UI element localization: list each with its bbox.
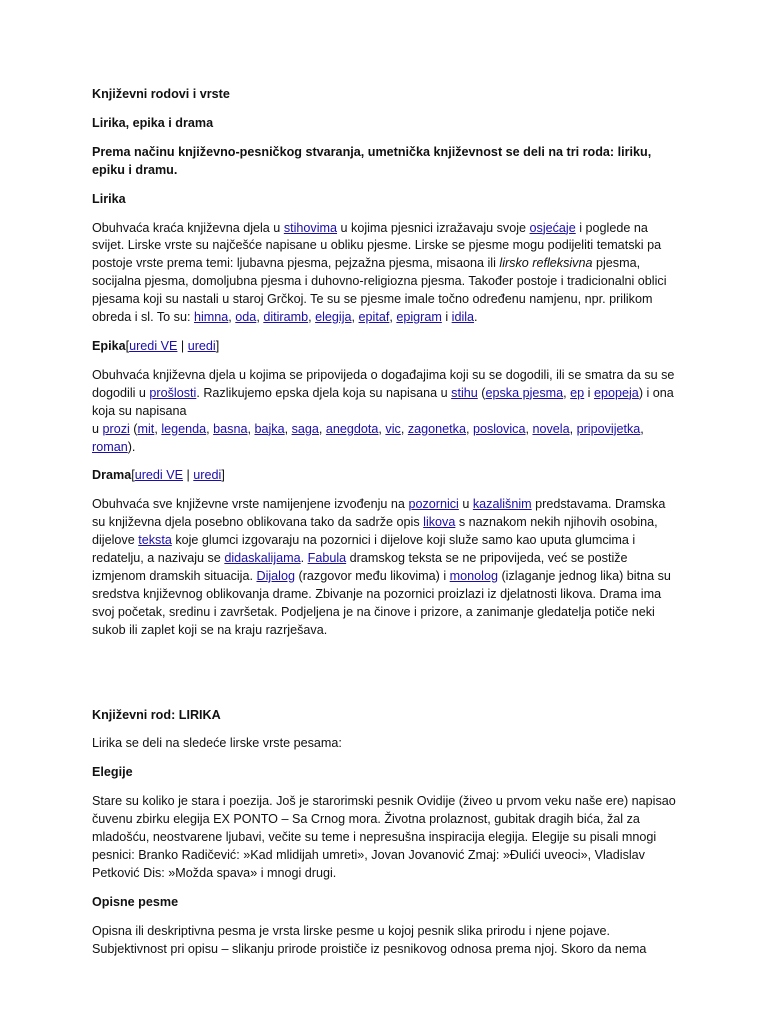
epika-heading: Epika bbox=[92, 338, 126, 353]
text-run: dramskog teksta se ne pripovijeda, već se postiže izmjenom dramskih situacija. bbox=[92, 551, 628, 583]
text-run: predstavama. Dramska su književna djela posebno oblikovana tako da sadrže opis bbox=[92, 497, 666, 530]
drama-edit-ve-link[interactable]: uredi VE bbox=[134, 468, 184, 483]
elegije-heading: Elegije bbox=[92, 765, 133, 780]
link-epitaf[interactable]: epitaf bbox=[358, 310, 390, 325]
text-run: (izlaganje jednog lika) bitna su sredstva književnog oblikovanja drame. Zbivanje na pozornici proizlazi iz djelatnosti likova. Drama ima svoj početak, sredinu i završetak. Podjeljena je na činove i prizore, a zanimanje gledatelja potiče neki sukob ili zaplet koji se na kraju razrješava. bbox=[92, 568, 671, 637]
link-basna[interactable]: basna bbox=[213, 421, 248, 436]
epika-paragraph: Obuhvaća književna djela u kojima se pripovijeda o događajima koji su se dogodili, ili se smatra da su se dogodili u prošlosti. Razlikujemo epska djela koja su napisana u stihu (epska pjesma, ep i epopeja) i ona koja su napisana u prozi (mit, legenda, basna, bajka, saga, anegdota, vic, zagonetka, poslovica, novela, pripovijetka, roman). bbox=[92, 367, 675, 454]
text-run: u bbox=[92, 421, 103, 436]
link-likova[interactable]: likova bbox=[423, 515, 456, 530]
epika-edit-ve-link[interactable]: uredi VE bbox=[129, 338, 178, 353]
link-pozornici[interactable]: pozornici bbox=[408, 497, 459, 512]
text-run: . bbox=[474, 310, 478, 325]
link-epska-pjesma[interactable]: epska pjesma bbox=[485, 385, 564, 400]
drama-heading-line: Drama[uredi VE | uredi] bbox=[92, 468, 225, 483]
text-run: u kojima pjesnici izražavaju svoje bbox=[337, 220, 530, 235]
link-fabula[interactable]: Fabula bbox=[307, 551, 347, 566]
text-run: koje glumci izgovaraju na pozornici i dijelove koji služe samo kao uputa glumcima i redatelju, a nazivaju se bbox=[92, 533, 636, 566]
link-ditiramb[interactable]: ditiramb bbox=[263, 310, 309, 325]
doc-subtitle: Lirika, epika i drama bbox=[92, 115, 214, 130]
link-proslosti[interactable]: prošlosti bbox=[149, 385, 197, 400]
drama-edit-link[interactable]: uredi bbox=[193, 468, 222, 483]
drama-paragraph bbox=[92, 496, 676, 639]
link-roman[interactable]: roman bbox=[92, 439, 128, 454]
epika-edit-link[interactable]: uredi bbox=[187, 338, 216, 353]
link-prozi[interactable]: prozi bbox=[102, 421, 130, 436]
text-run: Obuhvaća književna djela u kojima se pripovijeda o događajima koji su se dogodili, ili se smatra da su se dogodili u bbox=[92, 367, 675, 400]
opisne-paragraph: Opisna ili deskriptivna pesma je vrsta lirske pesme u kojoj pesnik slika prirodu i njene pojave. Subjektivnost pri opisu – slikanju prirode proističe iz pesnikovog odnosa prema njoj. Skoro da nema bbox=[92, 923, 647, 956]
link-teksta[interactable]: teksta bbox=[138, 533, 172, 548]
elegije-paragraph: Stare su koliko je stara i poezija. Još je starorimski pesnik Ovidije (živeo u prvom veku naše ere) napisao čuvenu zbirku elegija EX PONTO – Sa Crnog mora. Životna prolaznost, gubitak dragih bića, žal za mladošću, neostvarene ljubavi, večite su teme i nepresušna inspiracija elegija. Elegije su pisali mnogi pesnici: Branko Radičević: »Kad mlidijah umreti», Jovan Jovanović Zmaj: »Đulići uveoci», Vladislav Petković Dis: »Možda spava» i mnogi drugi. bbox=[92, 794, 676, 880]
link-mit[interactable]: mit bbox=[137, 421, 155, 436]
link-vic[interactable]: vic bbox=[385, 421, 401, 436]
link-epigram[interactable]: epigram bbox=[396, 310, 442, 325]
blank-gap bbox=[92, 651, 676, 707]
link-dijalog[interactable]: Dijalog bbox=[256, 568, 295, 583]
link-elegija[interactable]: elegija bbox=[315, 310, 352, 325]
link-pripovijetka[interactable]: pripovijetka bbox=[576, 421, 641, 436]
rod-lirika-heading: Književni rod: LIRIKA bbox=[92, 707, 221, 722]
doc-title: Književni rodovi i vrste bbox=[92, 87, 230, 101]
lirika-heading: Lirika bbox=[92, 191, 126, 206]
link-osjecaje[interactable]: osjećaje bbox=[529, 220, 576, 235]
rod-lirika-intro: Lirika se deli na sledeće lirske vrste pesama: bbox=[92, 736, 342, 751]
text-run: (razgovor među likovima) i bbox=[295, 568, 450, 583]
link-monolog[interactable]: monolog bbox=[449, 568, 498, 583]
link-stihovima[interactable]: stihovima bbox=[283, 220, 338, 235]
link-epopeja[interactable]: epopeja bbox=[593, 385, 639, 400]
lirika-paragraph: Obuhvaća kraća književna djela u stihovima u kojima pjesnici izražavaju svoje osjećaje i poglede na svijet. Lirske vrste su najčešće napisane u obliku pjesme. Lirske se pjesme mogu podijeliti tematski pa postoje vrste prema temi: ljubavna pjesma, pejzažna pjesma, misaona ili lirsko refleksivna pjesma, socijalna pjesma, domoljubna pjesma i duhovno-religiozna pjesma. Također postoje i tradicionalni oblici pjesama koji su nastali u staroj Grčkoj. Te su se pjesme imale točno određenu namjenu, npr. prilikom obreda i sl. To su: himna, oda, ditiramb, elegija, epitaf, epigram i idila. bbox=[92, 220, 667, 325]
epika-heading-line: Epika[uredi VE | uredi] bbox=[92, 338, 220, 353]
intro-paragraph: Prema načinu književno-pesničkog stvaranja, umetnička književnost se deli na tri roda: liriku, epiku i dramu. bbox=[92, 144, 652, 177]
link-idila[interactable]: idila bbox=[451, 310, 475, 325]
link-ep[interactable]: ep bbox=[570, 385, 585, 400]
text-run: i poglede na svijet. Lirske vrste su najčešće napisane u obliku pjesme. Lirske se pjesme mogu podijeliti tematski pa postoje vrste prema temi: ljubavna pjesma, pejzažna pjesma, misaona ili bbox=[92, 220, 662, 271]
drama-heading: Drama bbox=[92, 468, 132, 483]
text-run: s naznakom nekih njihovih osobina, dijelove bbox=[92, 515, 658, 548]
link-himna[interactable]: himna bbox=[193, 310, 229, 325]
link-poslovica[interactable]: poslovica bbox=[472, 421, 526, 436]
text-run: . Razlikujemo epska djela koja su napisana u bbox=[196, 385, 452, 400]
text-run: i bbox=[441, 310, 452, 325]
text-run: Obuhvaća kraća književna djela u bbox=[92, 220, 284, 235]
link-legenda[interactable]: legenda bbox=[161, 421, 207, 436]
text-run: u bbox=[458, 497, 473, 512]
link-bajka[interactable]: bajka bbox=[254, 421, 285, 436]
link-novela[interactable]: novela bbox=[532, 421, 570, 436]
link-anegdota[interactable]: anegdota bbox=[325, 421, 379, 436]
link-saga[interactable]: saga bbox=[291, 421, 319, 436]
text-run: Obuhvaća sve književne vrste namijenjene izvođenju na bbox=[92, 497, 409, 512]
link-zagonetka[interactable]: zagonetka bbox=[407, 421, 466, 436]
link-kazalisnim[interactable]: kazališnim bbox=[472, 497, 532, 512]
link-oda[interactable]: oda bbox=[235, 310, 257, 325]
link-stihu[interactable]: stihu bbox=[451, 385, 478, 400]
text-run: ( bbox=[477, 385, 486, 400]
italic-run: lirsko refleksivna bbox=[499, 256, 593, 271]
opisne-heading: Opisne pesme bbox=[92, 894, 179, 909]
text-run: . bbox=[300, 551, 308, 566]
link-didaskalijama[interactable]: didaskalijama bbox=[224, 551, 301, 566]
text-run: ) i ona koja su napisana bbox=[92, 385, 674, 418]
text-run: pjesma, socijalna pjesma, domoljubna pjesma i duhovno-religiozna pjesma. Također postoje i tradicionalni oblici pjesama koji su nastali u staroj Grčkoj. Te su se pjesme imale točno određenu namjenu, npr. prilikom obreda i sl. To su: bbox=[92, 256, 667, 325]
